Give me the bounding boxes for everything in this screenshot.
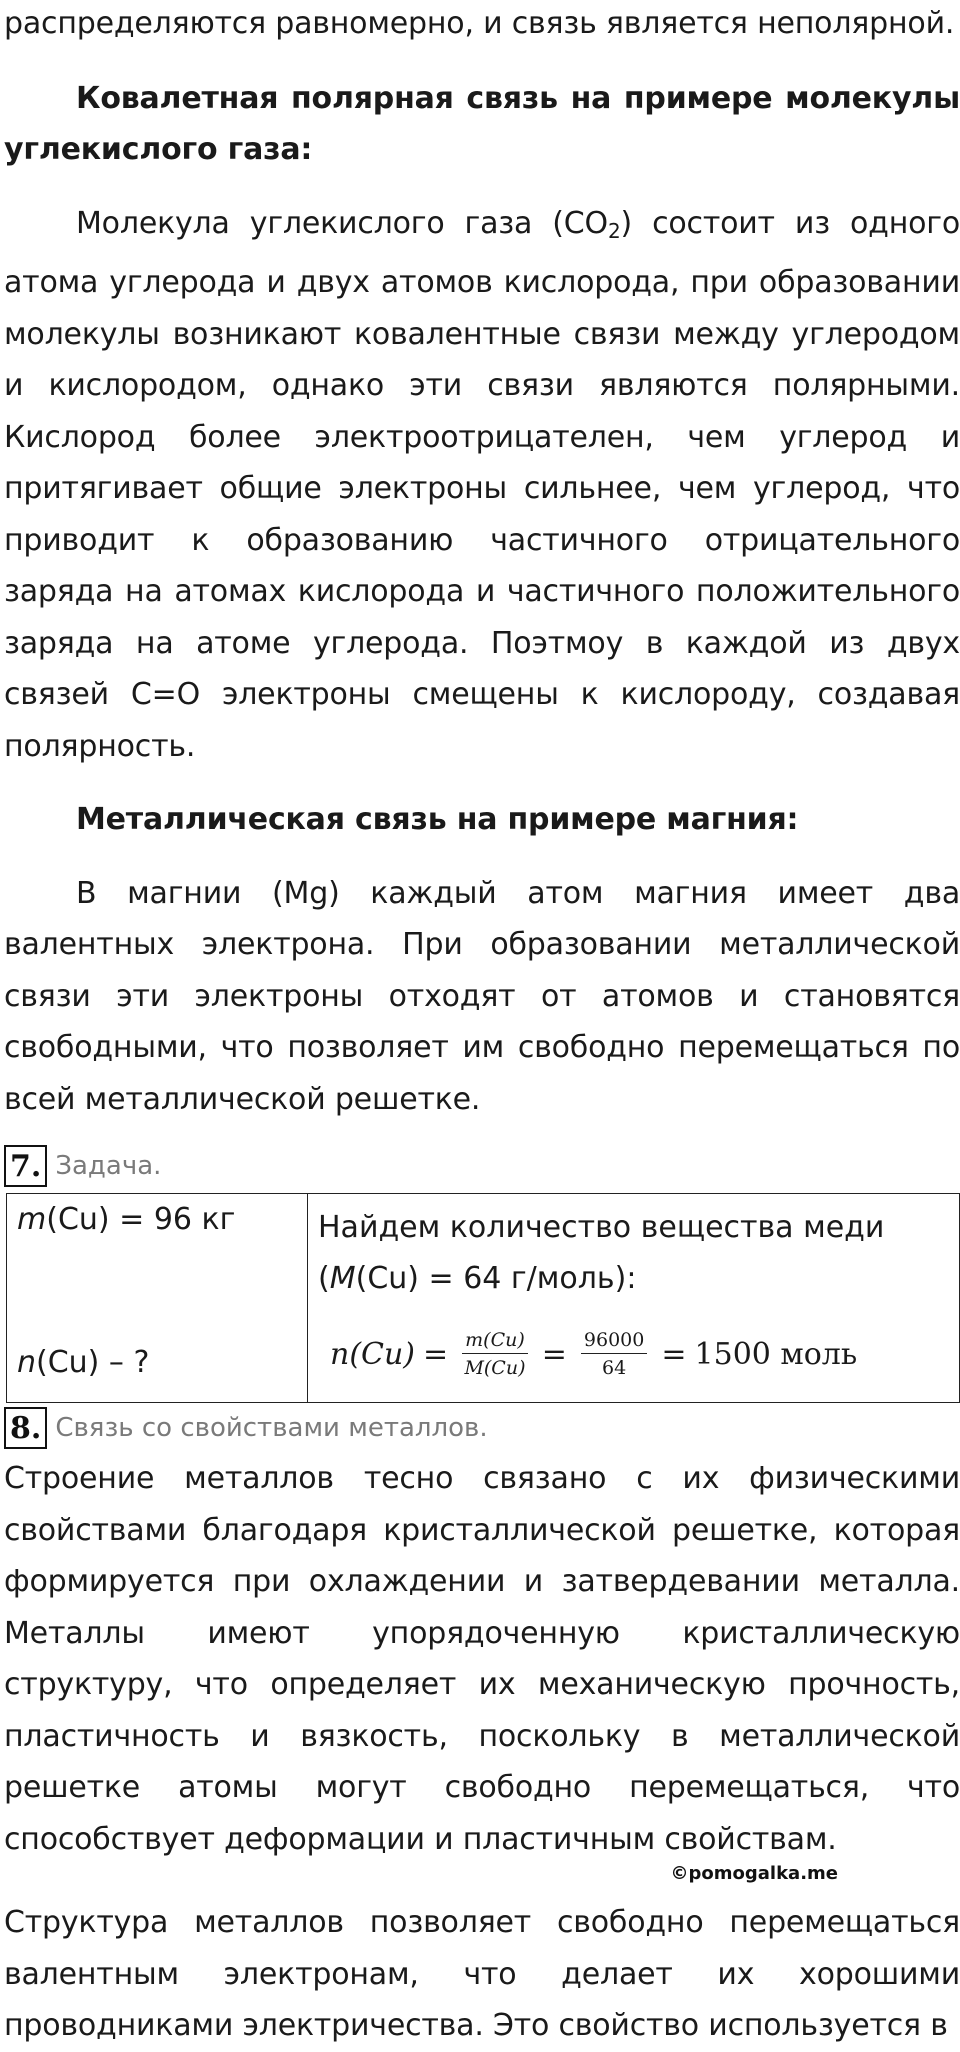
moles-formula — [330, 1314, 949, 1394]
site-watermark: ©pomogalka.me — [670, 1863, 838, 1884]
co2-subscript: 2 — [607, 218, 621, 243]
task8-number: 8. — [4, 1407, 47, 1449]
task8-title: Связь со свойствами металлов. — [55, 1413, 488, 1443]
task8-header — [4, 1405, 960, 1451]
formula-lhs: n(Cu) — [330, 1336, 416, 1372]
task7-title: Задача. — [55, 1151, 162, 1181]
heading-covalent-polar: Ковалетная полярная связь на примере молекулы углекислого газа: — [4, 80, 960, 167]
paragraph-co2 — [4, 198, 960, 773]
paragraph-metal-structure: Строение металлов тесно связано с их физическими свойствами благодаря кристаллической решетке, которая формируется при охлаждении и затвердевании металла. Металлы имеют упорядоченную кристаллическую структуру, что определяет их механическую прочность, пластичность и вязкость, поскольку в металлической решетке атомы могут свободно перемещаться, что способствует деформации и пластичным свойствам. — [4, 1461, 960, 1857]
formula-eq-1: = — [423, 1336, 449, 1372]
given-cell — [7, 1194, 308, 1403]
formula-eq-2: = — [541, 1336, 567, 1372]
fraction-mass-over-molar: $\frac{m(Cu)}{M(Cu)}$ — [462, 1329, 528, 1379]
co2-text-start: Молекула углекислого газа (CO — [76, 205, 608, 241]
given-unknown: n(Cu) – ? — [17, 1345, 150, 1380]
task7-number: 7. — [4, 1145, 47, 1187]
formula-eq-3: = — [661, 1336, 687, 1372]
task7-header — [4, 1143, 960, 1189]
formula-result: 1500 моль — [694, 1336, 858, 1372]
paragraph-magnesium: В магнии (Mg) каждый атом магния имеет два валентных электрона. При образовании металлической связи эти электроны отходят от атомов и становятся свободными, что позволяет им свободно перемещаться по всей металлической решетке. — [4, 875, 960, 1117]
heading-metallic: Металлическая связь на примере магния: — [76, 802, 799, 837]
solution-text-1: Найдем количество вещества меди — [318, 1210, 885, 1245]
given-mass: m(Cu) = 96 кг — [17, 1202, 236, 1237]
co2-text-rest: ) состоит из одного атома углерода и двух атомов кислорода, при образовании молекулы возникают ковалентные связи между углеродом и кислородом, однако эти связи являются полярными. Кислород более электроотрицателен, чем углерод и притягивает общие электроны сильнее, чем углерод, что приводит к образованию частичного отрицательного заряда на атомах кислорода и частичного положительного заряда на атоме углерода. Поэтмоу в каждой из двух связей C=O электроны смещены к кислороду, создавая полярность. — [4, 205, 960, 764]
solution-text-2: (M(Cu) = 64 г/моль): — [318, 1261, 637, 1296]
paragraph-conductivity: Структура металлов позволяет свободно перемещаться валентным электронам, что делает их хорошими проводниками электричества. Это свойство используется в — [4, 1905, 960, 2043]
solution-cell — [308, 1194, 960, 1403]
fraction-numeric: $\frac{96000}{64}$ — [581, 1329, 647, 1379]
task7-table — [6, 1193, 960, 1403]
paragraph-intro: распределяются равномерно, и связь является неполярной. — [4, 6, 955, 41]
